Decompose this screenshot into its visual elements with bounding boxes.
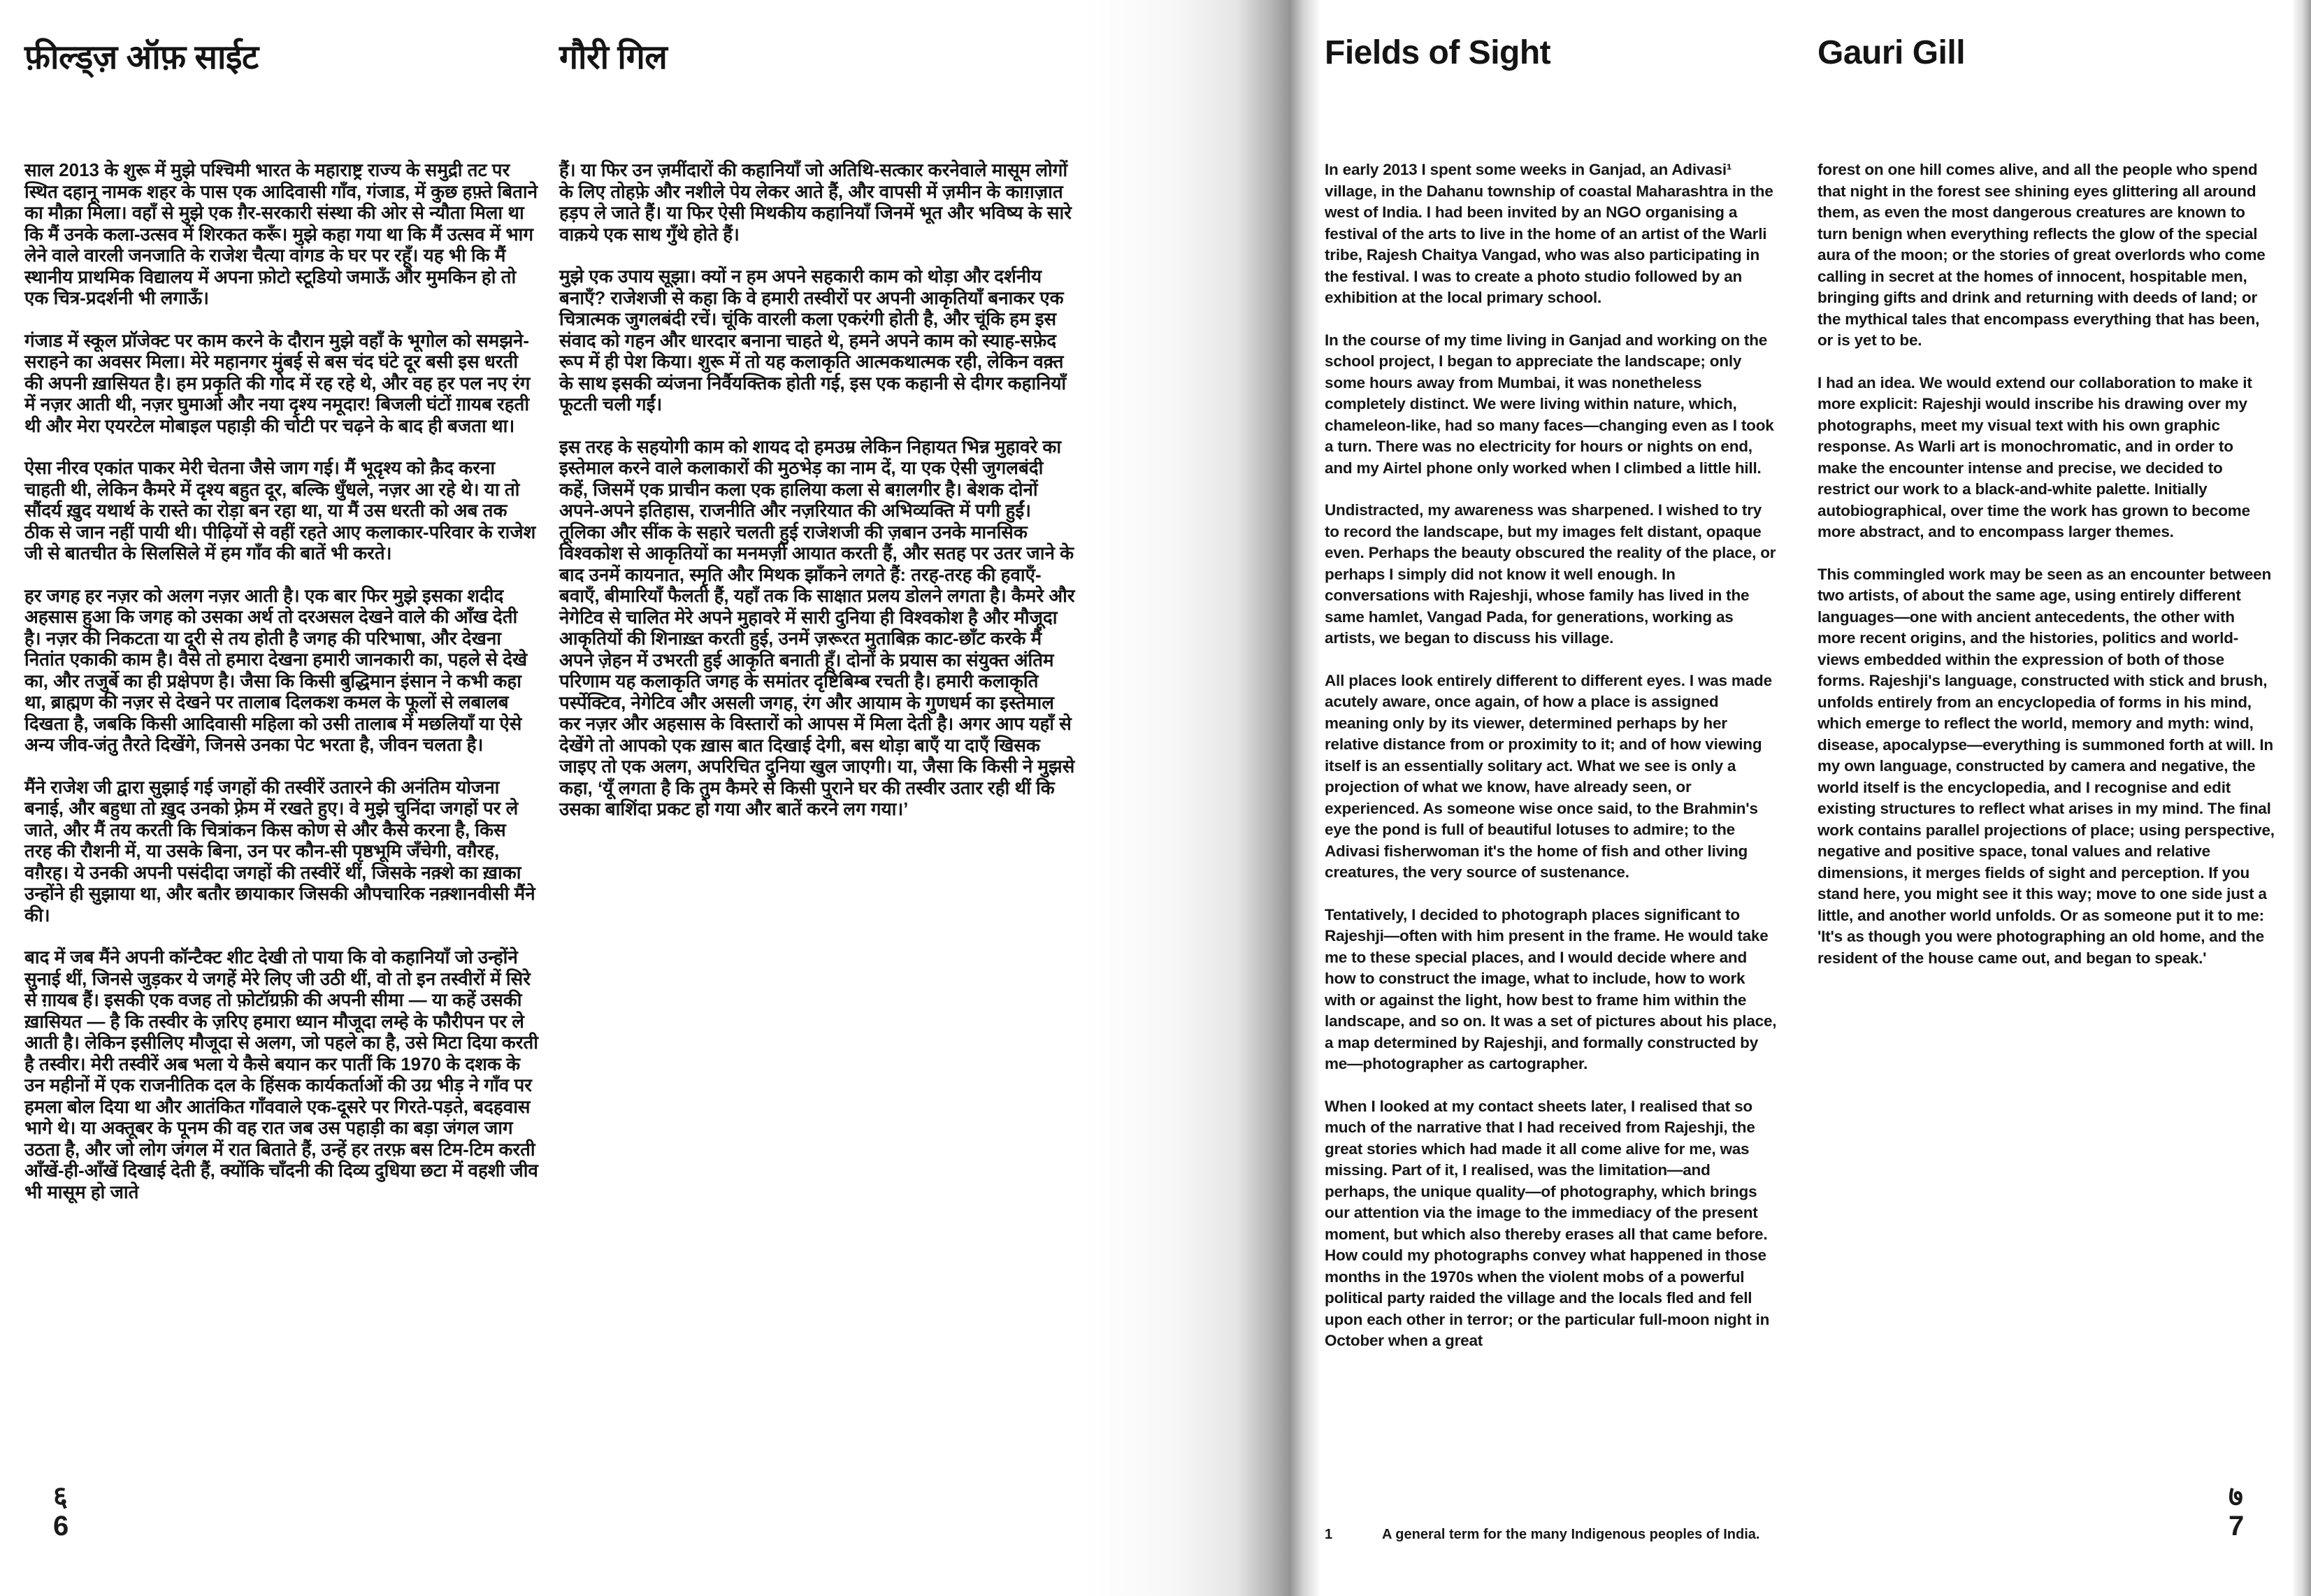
paragraph: मैंने राजेश जी द्वारा सुझाई गई जगहों की तस्वीरें उतारने की अनंतिम योजना बनाई, और बहुधा तो ख़ुद उनको फ़्रेम में रखते हुए। वे मुझे चुनिंदा जगहों पर ले जाते, और मैं तय करती कि चित्रांकन किस कोण से और कैसे करना है, किस तरह की रौशनी में, या उसके बिना, उन पर कौन-सी पृष्ठभूमि जँचेगी, वग़ैरह, वग़ैरह। ये उनकी अपनी पसंदीदा जगहों की तस्वीरें थीं, जिसके नक़्शे का ख़ाका उन्होंने ही सुझाया था, और बतौर छायाकार जिसकी औपचारिक नक़्शानवीसी मैंने की।: [24, 776, 535, 926]
paragraph: मुझे एक उपाय सूझा। क्यों न हम अपने सहकारी काम को थोड़ा और दर्शनीय बनाएँ? राजेशजी से कहा कि वे हमारी तस्वीरों पर अपनी आकृतियाँ बनाकर एक चित्रात्मक जुगलबंदी रचें। चूंकि वारली कला एकरंगी होती है, और चूंकि हम इस संवाद को गहन और धारदार बनाना चाहते थे, हमने अपने काम को स्याह-सफ़ेद रूप में ही पेश किया। शुरू में तो यह कलाकृति आत्मकथात्मक रही, लेकिन वक़्त के साथ इसकी व्यंजना निर्वैयक्तिक होती गई, इस एक कहानी से दीगर कहानियाँ फूटती चली गईं।: [559, 266, 1067, 415]
paragraph: हर जगह हर नज़र को अलग नज़र आती है। एक बार फिर मुझे इसका शदीद अहसास हुआ कि जगह को उसका अर्थ तो दरअसल देखने वाले की आँख देती है। नज़र की निकटता या दूरी से तय होती है जगह की परिभाषा, और देखना नितांत एकाकी काम है। वैसे तो हमारा देखना हमारी जानकारी का, पहले से देखे का, और तजुर्बे का ही प्रक्षेपण है। जैसा कि किसी बुद्धिमान इंसान ने कभी कहा था, ब्राह्मण की नज़र से देखने पर तालाब दिलकश कमल के फूलों से लबालब दिखता है, जबकि किसी आदिवासी महिला को उसी तालाब में मछलियाँ या ऐसे अन्य जीव-जंतु तैरते दिखेंगे, जिनसे उनका पेट भरता है, जीवन चलता है।: [24, 584, 528, 755]
paragraph: Tentatively, I decided to photograph places significant to Rajeshji—often with him present in the frame. He would take me to these special places, and I would decide where and how to construct the image, what to include, how to work with or against the light, how best to frame him within the landscape, and so on. It was a set of pictures about his place, a map determined by Rajeshji, and formally constructed by me—photographer as cartographer.: [1325, 905, 1777, 1072]
left-page-column-1: [24, 159, 538, 1223]
paragraph: forest on one hill comes alive, and all the people who spend that night in the forest see shining eyes glittering all around them, as even the most dangerous creatures are known to turn benign when everything reflects the glow of the special aura of the moon; or the stories of great overlords who come calling in secret at the homes of innocent, hospitable men, bringing gifts and drink and returning with deeds of land; or the mythical tales that encompass everything that has been, or is yet to be.: [1817, 161, 2266, 349]
page-edge-shadow: [2291, 0, 2311, 1596]
footnote-marker: 1: [1325, 1527, 1333, 1542]
paragraph: When I looked at my contact sheets later, I realised that so much of the narrative that I had received from Rajeshji, the great stories which had made it all come alive for me, was missing. Part of it, I realised, was the limitation—and perhaps, the unique quality—of photography, which brings our attention via the image to the immediacy of the present moment, but which also thereby erases all that came before. How could my photographs convey what happened in those months in the 1970s when the violent mobs of a powerful political party raided the village and the locals fled and fell upon each other in terror; or the particular full-moon night in October when a great: [1325, 1097, 1770, 1349]
right-page-author: Gauri Gill: [1817, 34, 1966, 71]
gutter-shadow: [1080, 0, 1321, 1596]
left-page-author: गौरी गिल: [559, 39, 668, 76]
paragraph: इस तरह के सहयोगी काम को शायद दो हमउम्र लेकिन निहायत भिन्न मुहावरे का इस्तेमाल करने वाले कलाकारों की मुठभेड़ का नाम दें, या एक ऐसी जुगलबंदी कहें, जिसमें एक प्राचीन कला एक हालिया कला से बग़लगीर है। बेशक दोनों अपने-अपने इतिहास, राजनीति और नज़रियात की अभिव्यक्ति में पगी हुईं। तूलिका और सींक के सहारे चलती हुई राजेशजी की ज़बान उनके मानसिक विश्वकोश से आकृतियों का मनमर्ज़ी आयात करती हैं, और सतह पर उतर जाने के बाद उनमें कायनात, स्मृति और मिथक झाँकने लगते हैं: तरह-तरह की हवाएँ- बवाएँ, बीमारियाँ फैलती हैं, यहाँ तक कि साक्षात प्रलय डोलने लगता है। कैमरे और नेगेटिव से चालित मेरे अपने मुहावरे में सारी दुनिया ही विश्वकोश है और मौजूदा आकृतियों की शिनाख़्त करती हुई, उनमें ज़रूरत मुताबिक़ काट-छाँट करके मैं अपने ज़ेहन में उभरती हुई आकृति बनाती हूँ। दोनों के प्रयास का संयुक्त अंतिम परिणाम यह कलाकृति जगह के समांतर दृष्टिबिम्ब रचती है। हमारी कलाकृति पर्स्पेक्टिव, नेगेटिव और असली जगह, रंग और आयाम के गुणधर्म का इस्तेमाल कर नज़र और अहसास के विस्तारों को आपस में मिला देती है। अगर आप यहाँ से देखेंगे तो आपको एक ख़ास बात दिखाई देगी, बस थोड़ा बाएँ या दाएँ खिसक जाइए तो एक अलग, अपरिचित दुनिया खुल जाएगी। या, जैसा कि किसी ने मुझसे कहा, ‘यूँ लगता है कि तुम कैमरे से किसी पुराने घर की तस्वीर उतार रही थीं कि उसका बाशिंदा प्रकट हो गया और बातें करने लग गया।’: [559, 436, 1075, 819]
left-page-number: [53, 1482, 69, 1541]
right-page-number-latin: 7: [2229, 1511, 2245, 1541]
paragraph: I had an idea. We would extend our collaboration to make it more explicit: Rajeshji would inscribe his drawing over my photographs, meet my visual text with his own graphic response. As Warli art is monochromatic, and in order to make the encounter intense and precise, we decided to restrict our work to a black-and-white palette. Initially autobiographical, over time the work has grown to become more abstract, and to encompass larger themes.: [1817, 373, 2252, 540]
right-page-number: [2229, 1482, 2244, 1541]
left-page-number-devanagari: ६: [53, 1481, 68, 1512]
footnote-text: A general term for the many Indigenous peoples of India.: [1382, 1527, 1760, 1542]
right-page-title: Fields of Sight: [1325, 34, 1551, 71]
left-page-column-2: [559, 159, 1077, 841]
right-page-column-1: [1325, 159, 1778, 1373]
paragraph: All places look entirely different to different eyes. I was made acutely aware, once again, of how a place is assigned meaning only by its viewer, determined perhaps by her relative distance from or proximity to it; and of how viewing itself is an essentially solitary act. What we see is only a projection of what we know, have already seen, or experienced. As someone wise once said, to the Brahmin's eye the pond is full of beautiful lotuses to admire; to the Adivasi fisherwoman it's the home of fish and other living creatures, the very source of sustenance.: [1325, 671, 1772, 881]
right-page-number-devanagari: ७: [2229, 1481, 2243, 1512]
paragraph: गंजाड में स्कूल प्रॉजेक्ट पर काम करने के दौरान मुझे वहाँ के भूगोल को समझने-सराहने का अवसर मिला। मेरे महानगर मुंबई से बस चंद घंटे दूर बसी इस धरती की अपनी ख़ासियत है। हम प्रकृति की गोद में रह रहे थे, और वह हर पल नए रंग में नज़र आती थी, नज़र घुमाओ और नया दृश्य नमूदार! बिजली घंटों ग़ायब रहती थी और मेरा एयरटेल मोबाइल पहाड़ी की चोटी पर चढ़ने के बाद ही बजता था।: [24, 329, 531, 436]
right-page-column-2: [1817, 159, 2275, 990]
left-page-number-latin: 6: [53, 1511, 69, 1541]
paragraph: This commingled work may be seen as an encounter between two artists, of about the same age, using entirely different languages—one with ancient antecedents, the other with more recent origins, and the histories, politics and world-views embedded within the expression of both of those forms. Rajeshji's language, constructed with stick and brush, unfolds entirely from an encyclopedia of forms in his mind, which emerge to reflect the world, memory and myth: wind, disease, apocalypse—everything is summoned forth at will. In my own language, constructed by camera and negative, the world itself is the encyclopedia, and I recognise and edit existing structures to reflect what arises in my mind. The final work contains parallel projections of place; using perspective, negative and positive space, tonal values and relative dimensions, it merges fields of sight and perception. If you stand here, you might see it this way; move to one side just a little, and another world unfolds. Or as someone put it to me: 'It's as though you were photographing an old home, and the resident of the house came out, and began to speak.': [1817, 565, 2275, 967]
left-page-title: फ़ील्ड्ज़ ऑफ़ साईट: [24, 39, 259, 76]
paragraph: Undistracted, my awareness was sharpened. I wished to try to record the landscape, but my images felt distant, opaque even. Perhaps the beauty obscured the reality of the place, or perhaps I simply did not know it well enough. In conversations with Rajeshji, whose family has lived in the same hamlet, Vangad Pada, for generations, working as artists, we began to discuss his village.: [1325, 501, 1776, 647]
paragraph: In the course of my time living in Ganjad and working on the school project, I began to appreciate the landscape; only some hours away from Mumbai, it was nonetheless completely distinct. We were living within nature, which, chameleon-like, had so many faces—changing even as I took a turn. There was no electricity for hours or nights on end, and my Airtel phone only worked when I climbed a little hill.: [1325, 331, 1774, 477]
paragraph: In early 2013 I spent some weeks in Ganjad, an Adivasi¹ village, in the Dahanu township of coastal Maharashtra in the west of India. I had been invited by an NGO organising a festival of the arts to live in the home of an artist of the Warli tribe, Rajesh Chaitya Vangad, who was also participating in the festival. I was to create a photo studio followed by an exhibition at the local primary school.: [1325, 161, 1773, 306]
footnote: [1325, 1525, 1856, 1544]
paragraph: बाद में जब मैंने अपनी कॉन्टैक्ट शीट देखी तो पाया कि वो कहानियाँ जो उन्होंने सुनाई थीं, जिनसे जुड़कर ये जगहें मेरे लिए जी उठी थीं, वो तो इन तस्वीरों में सिरे से ग़ायब हैं। इसकी एक वजह तो फ़ोटॉग्रफ़ी की अपनी सीमा — या कहें उसकी ख़ासियत — है कि तस्वीर के ज़रिए हमारा ध्यान मौजूदा लम्हे के फौरीपन पर ले आती है। लेकिन इसीलिए मौजूदा से अलग, जो पहले का है, उसे मिटा दिया करती है तस्वीर। मेरी तस्वीरें अब भला ये कैसे बयान कर पातीं कि 1970 के दशक के उन महीनों में एक राजनीतिक दल के हिंसक कार्यकर्ताओं की उग्र भीड़ ने गाँव पर हमला बोल दिया था और आतंकित गाँववाले एक-दूसरे पर गिरते-पड़ते, बदहवास भागे थे। या अक्तूबर के पूनम की वह रात जब उस पहाड़ी का बड़ा जंगल जाग उठता है, और जो लोग जंगल में रात बिताते हैं, उन्हें हर तरफ़ बस टिम-टिम करती आँखें-ही-आँखें दिखाई देती हैं, क्योंकि चाँदनी की दिव्य दुधिया छटा में वहशी जीव भी मासूम हो जाते: [24, 947, 538, 1202]
paragraph: हैं। या फिर उन ज़मींदारों की कहानियाँ जो अतिथि-सत्कार करनेवाले मासूम लोगों के लिए तोहफ़े और नशीले पेय लेकर आते हैं, और वापसी में ज़मीन के काग़ज़ात हड़प ले जाते हैं। या फिर ऐसी मिथकीय कहानियाँ जिनमें भूत और भविष्य के सारे वाक़ये एक साथ गुँथे होते हैं।: [559, 159, 1072, 245]
paragraph: साल 2013 के शुरू में मुझे पश्चिमी भारत के महाराष्ट्र राज्य के समुद्री तट पर स्थित दहानू नामक शहर के पास एक आदिवासी गाँव, गंजाड, में कुछ हफ़्ते बिताने का मौक़ा मिला। वहाँ से मुझे एक ग़ैर-सरकारी संस्था की ओर से न्यौता मिला था कि मैं उनके कला-उत्सव में शिरकत करूँ। मुझे कहा गया था कि मैं उत्सव में भाग लेने वाले वारली जनजाति के राजेश चैत्या वांगड के घर पर रहूँ। यह भी कि मैं स्थानीय प्राथमिक विद्यालय में अपना फ़ोटो स्टूडियो जमाऊँ और मुमकिन हो तो एक चित्र-प्रदर्शनी भी लगाऊँ।: [24, 159, 538, 308]
paragraph: ऐसा नीरव एकांत पाकर मेरी चेतना जैसे जाग गई। मैं भूदृश्य को क़ैद करना चाहती थी, लेकिन कैमरे में दृश्य बहुत दूर, बल्कि धुँधले, नज़र आ रहे थे। या तो सौंदर्य ख़ुद यथार्थ के रास्ते का रोड़ा बन रहा था, या मैं उस धरती को अब तक ठीक से जान नहीं पायी थी। पीढ़ियों से वहीं रहते आए कलाकार-परिवार के राजेश जी से बातचीत के सिलसिले में हम गाँव की बातें भी करते।: [24, 457, 536, 563]
